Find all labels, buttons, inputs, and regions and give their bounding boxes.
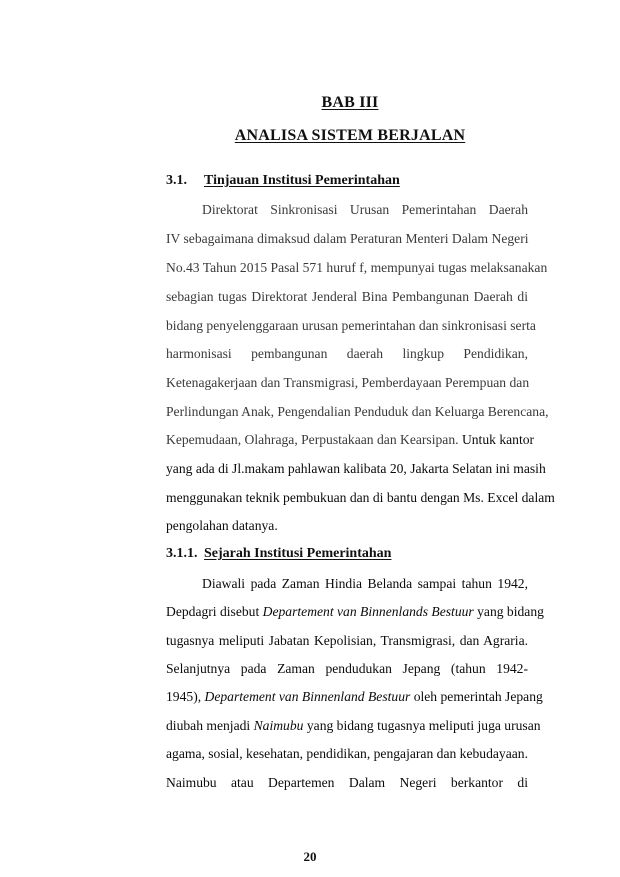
paragraph-line-part: 1945),	[166, 689, 202, 704]
paragraph-line-part: Untuk kantor	[461, 432, 535, 447]
section-number: 3.1.	[166, 173, 187, 188]
subsection-heading	[166, 546, 391, 562]
paragraph-line: yang ada di Jl.makam pahlawan kalibata 20, Jakarta Selatan ini masih	[166, 461, 546, 476]
paragraph-line: Diawali pada Zaman Hindia Belanda sampai tahun 1942,	[202, 576, 528, 591]
paragraph-line: No.43 Tahun 2015 Pasal 571 huruf f, mempunyai tugas melaksanakan	[166, 260, 548, 275]
section-title: Tinjauan Institusi Pemerintahan	[204, 173, 400, 188]
paragraph-line-part: yang bidang	[477, 604, 544, 619]
paragraph-line	[166, 689, 543, 705]
paragraph-line	[166, 718, 541, 734]
paragraph-line: Direktorat Sinkronisasi Urusan Pemerintahan Daerah	[202, 202, 528, 217]
chapter-title: ANALISA SISTEM BERJALAN	[234, 127, 466, 144]
paragraph-line: tugasnya meliputi Jabatan Kepolisian, Transmigrasi, dan Agraria.	[166, 633, 528, 648]
paragraph-line-part: yang bidang tugasnya meliputi juga urusan	[306, 718, 541, 733]
paragraph-line: Ketenagakerjaan dan Transmigrasi, Pemberdayaan Perempuan dan	[166, 375, 530, 390]
chapter-label: BAB III	[321, 94, 379, 111]
paragraph-line: menggunakan teknik pembukuan dan di bantu dengan Ms. Excel dalam	[166, 490, 555, 505]
section-heading	[166, 173, 400, 189]
paragraph-line: Naimubu atau Departemen Dalam Negeri berkantor di	[166, 775, 528, 790]
paragraph-line-italic: Departement van Binnenlands Bestuur	[262, 604, 474, 619]
paragraph-line	[166, 604, 544, 620]
paragraph-line: pengolahan datanya.	[166, 518, 278, 533]
paragraph-line-part: Kepemudaan, Olahraga, Perpustakaan dan Kearsipan.	[166, 432, 459, 447]
paragraph-line: IV sebagaimana dimaksud dalam Peraturan Menteri Dalam Negeri	[166, 231, 529, 246]
paragraph-line: harmonisasi pembangunan daerah lingkup Pendidikan,	[166, 346, 528, 361]
paragraph-line-part: Depdagri disebut	[166, 604, 260, 619]
paragraph-line-part: oleh pemerintah Jepang	[413, 689, 543, 704]
subsection-number: 3.1.1.	[166, 546, 198, 561]
paragraph-line-part: diubah menjadi	[166, 718, 251, 733]
paragraph-line: bidang penyelenggaraan urusan pemerintahan dan sinkronisasi serta	[166, 318, 536, 333]
subsection-title: Sejarah Institusi Pemerintahan	[204, 546, 392, 561]
paragraph-line: Selanjutnya pada Zaman pendudukan Jepang (tahun 1942-	[166, 661, 528, 676]
paragraph-line	[166, 432, 535, 448]
paragraph-line-italic: Naimubu	[253, 718, 304, 733]
page-number: 20	[303, 849, 317, 864]
paragraph-line: Perlindungan Anak, Pengendalian Penduduk dan Keluarga Berencana,	[166, 404, 549, 419]
paragraph-line: agama, sosial, kesehatan, pendidikan, pengajaran dan kebudayaan.	[166, 746, 528, 761]
paragraph-line: sebagian tugas Direktorat Jenderal Bina Pembangunan Daerah di	[166, 289, 528, 304]
paragraph-line-italic: Departement van Binnenland Bestuur	[204, 689, 411, 704]
